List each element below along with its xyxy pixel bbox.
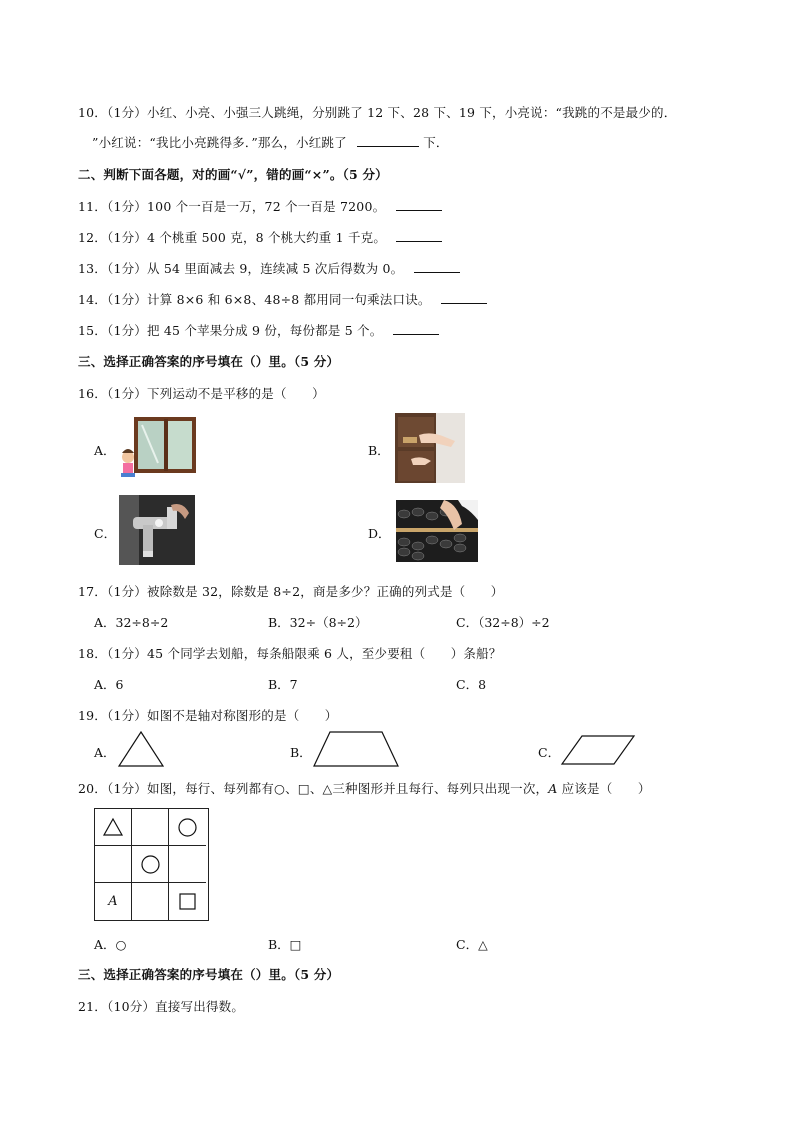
circle-icon [169,809,206,846]
shape-grid [94,808,209,921]
judge-item-11 [78,197,442,215]
grid-cell [169,846,206,883]
answer-blank[interactable] [396,229,442,242]
q20-option-a[interactable]: A．○ [94,937,127,952]
q18-option-a[interactable]: A．6 [94,677,124,692]
judge-item-12 [78,228,442,246]
q19-option-a-label: A． [94,745,116,760]
q20-option-b[interactable]: B．□ [268,937,302,952]
option-a-label: A． [94,443,116,458]
q17-option-b[interactable]: B．32÷（8÷2） [268,615,368,630]
q19-option-b-label: B． [290,745,312,760]
judge-item-13 [78,259,460,277]
grid-cell [95,883,132,920]
section-3b-title: 三、选择正确答案的序号填在（）里。（5 分） [78,967,340,982]
q17-option-c[interactable]: C．（32÷8）÷2 [456,615,550,630]
grid-cell [132,883,169,920]
question-19-stem: 19．（1分）如图不是轴对称图形的是（ ） [78,708,338,723]
question-20-variable: A [548,781,558,796]
square-icon [169,883,206,920]
sliding-window-image[interactable] [118,415,198,477]
question-21-stem: 21．（10分）直接写出得数。 [78,999,245,1014]
section-3-title: 三、选择正确答案的序号填在（）里。（5 分） [78,354,340,369]
grid-cell [169,809,206,846]
answer-blank[interactable] [396,198,442,211]
answer-blank[interactable] [414,260,460,273]
q19-option-c-label: C． [538,745,561,760]
judge-item-text: 15．（1分）把 45 个苹果分成 9 份，每份都是 5 个。 [78,323,383,338]
question-16-stem: 16．（1分）下列运动不是平移的是（ ） [78,386,325,401]
q18-option-c[interactable]: C．8 [456,677,487,692]
question-20-stem-text: 20．（1分）如图，每行、每列都有○、□、△三种图形并且每行、每列只出现一次， [78,781,549,796]
circle-icon [132,846,169,883]
grid-cell [95,809,132,846]
answer-blank[interactable] [357,134,419,147]
drawer-image[interactable] [395,413,465,483]
judge-item-14 [78,290,487,308]
answer-blank[interactable] [441,291,487,304]
q17-option-a[interactable]: A．32÷8÷2 [94,615,169,630]
abacus-image[interactable] [396,500,478,562]
q18-option-b[interactable]: B．7 [268,677,298,692]
question-10-line2 [92,133,449,151]
question-20-stem-end: 应该是（ ） [557,781,651,796]
option-c-label: C． [94,526,117,541]
faucet-image[interactable] [119,495,195,565]
judge-item-text: 13．（1分）从 54 里面减去 9，连续减 5 次后得数为 0。 [78,261,404,276]
section-2-title: 二、判断下面各题，对的画“√”，错的画“×”。（5 分） [78,167,388,182]
grid-cell [169,883,206,920]
judge-item-15 [78,321,439,339]
question-17-stem: 17．（1分）被除数是 32，除数是 8÷2，商是多少？正确的列式是（ ） [78,584,504,599]
triangle-icon [95,809,132,846]
triangle-shape[interactable] [117,730,165,768]
question-10-line2-text: ”小红说：“我比小亮跳得多．”那么，小红跳了 [92,135,347,150]
answer-blank[interactable] [393,322,439,335]
judge-item-text: 11．（1分）100 个一百是一万，72 个一百是 7200。 [78,199,386,214]
grid-cell [132,846,169,883]
judge-item-text: 12．（1分）4 个桃重 500 克，8 个桃大约重 1 千克。 [78,230,387,245]
trapezoid-shape[interactable] [312,730,400,768]
judge-item-text: 14．（1分）计算 8×6 和 6×8、48÷8 都用同一句乘法口诀。 [78,292,431,307]
question-18-stem: 18．（1分）45 个同学去划船，每条船限乘 6 人，至少要租（ ）条船？ [78,646,502,661]
option-d-label: D． [368,526,391,541]
grid-cell [95,846,132,883]
question-10-line1: 10．（1分）小红、小亮、小强三人跳绳，分别跳了 12 下、28 下、19 下，小亮说：“我跳的不是最少的． [78,105,677,120]
grid-cell [132,809,169,846]
question-20-stem [78,779,651,797]
q20-option-c[interactable]: C．△ [456,937,488,952]
grid-variable-a: A [108,894,118,909]
parallelogram-shape[interactable] [560,734,636,766]
option-b-label: B． [368,443,390,458]
question-10-line2-end: 下． [423,135,449,150]
